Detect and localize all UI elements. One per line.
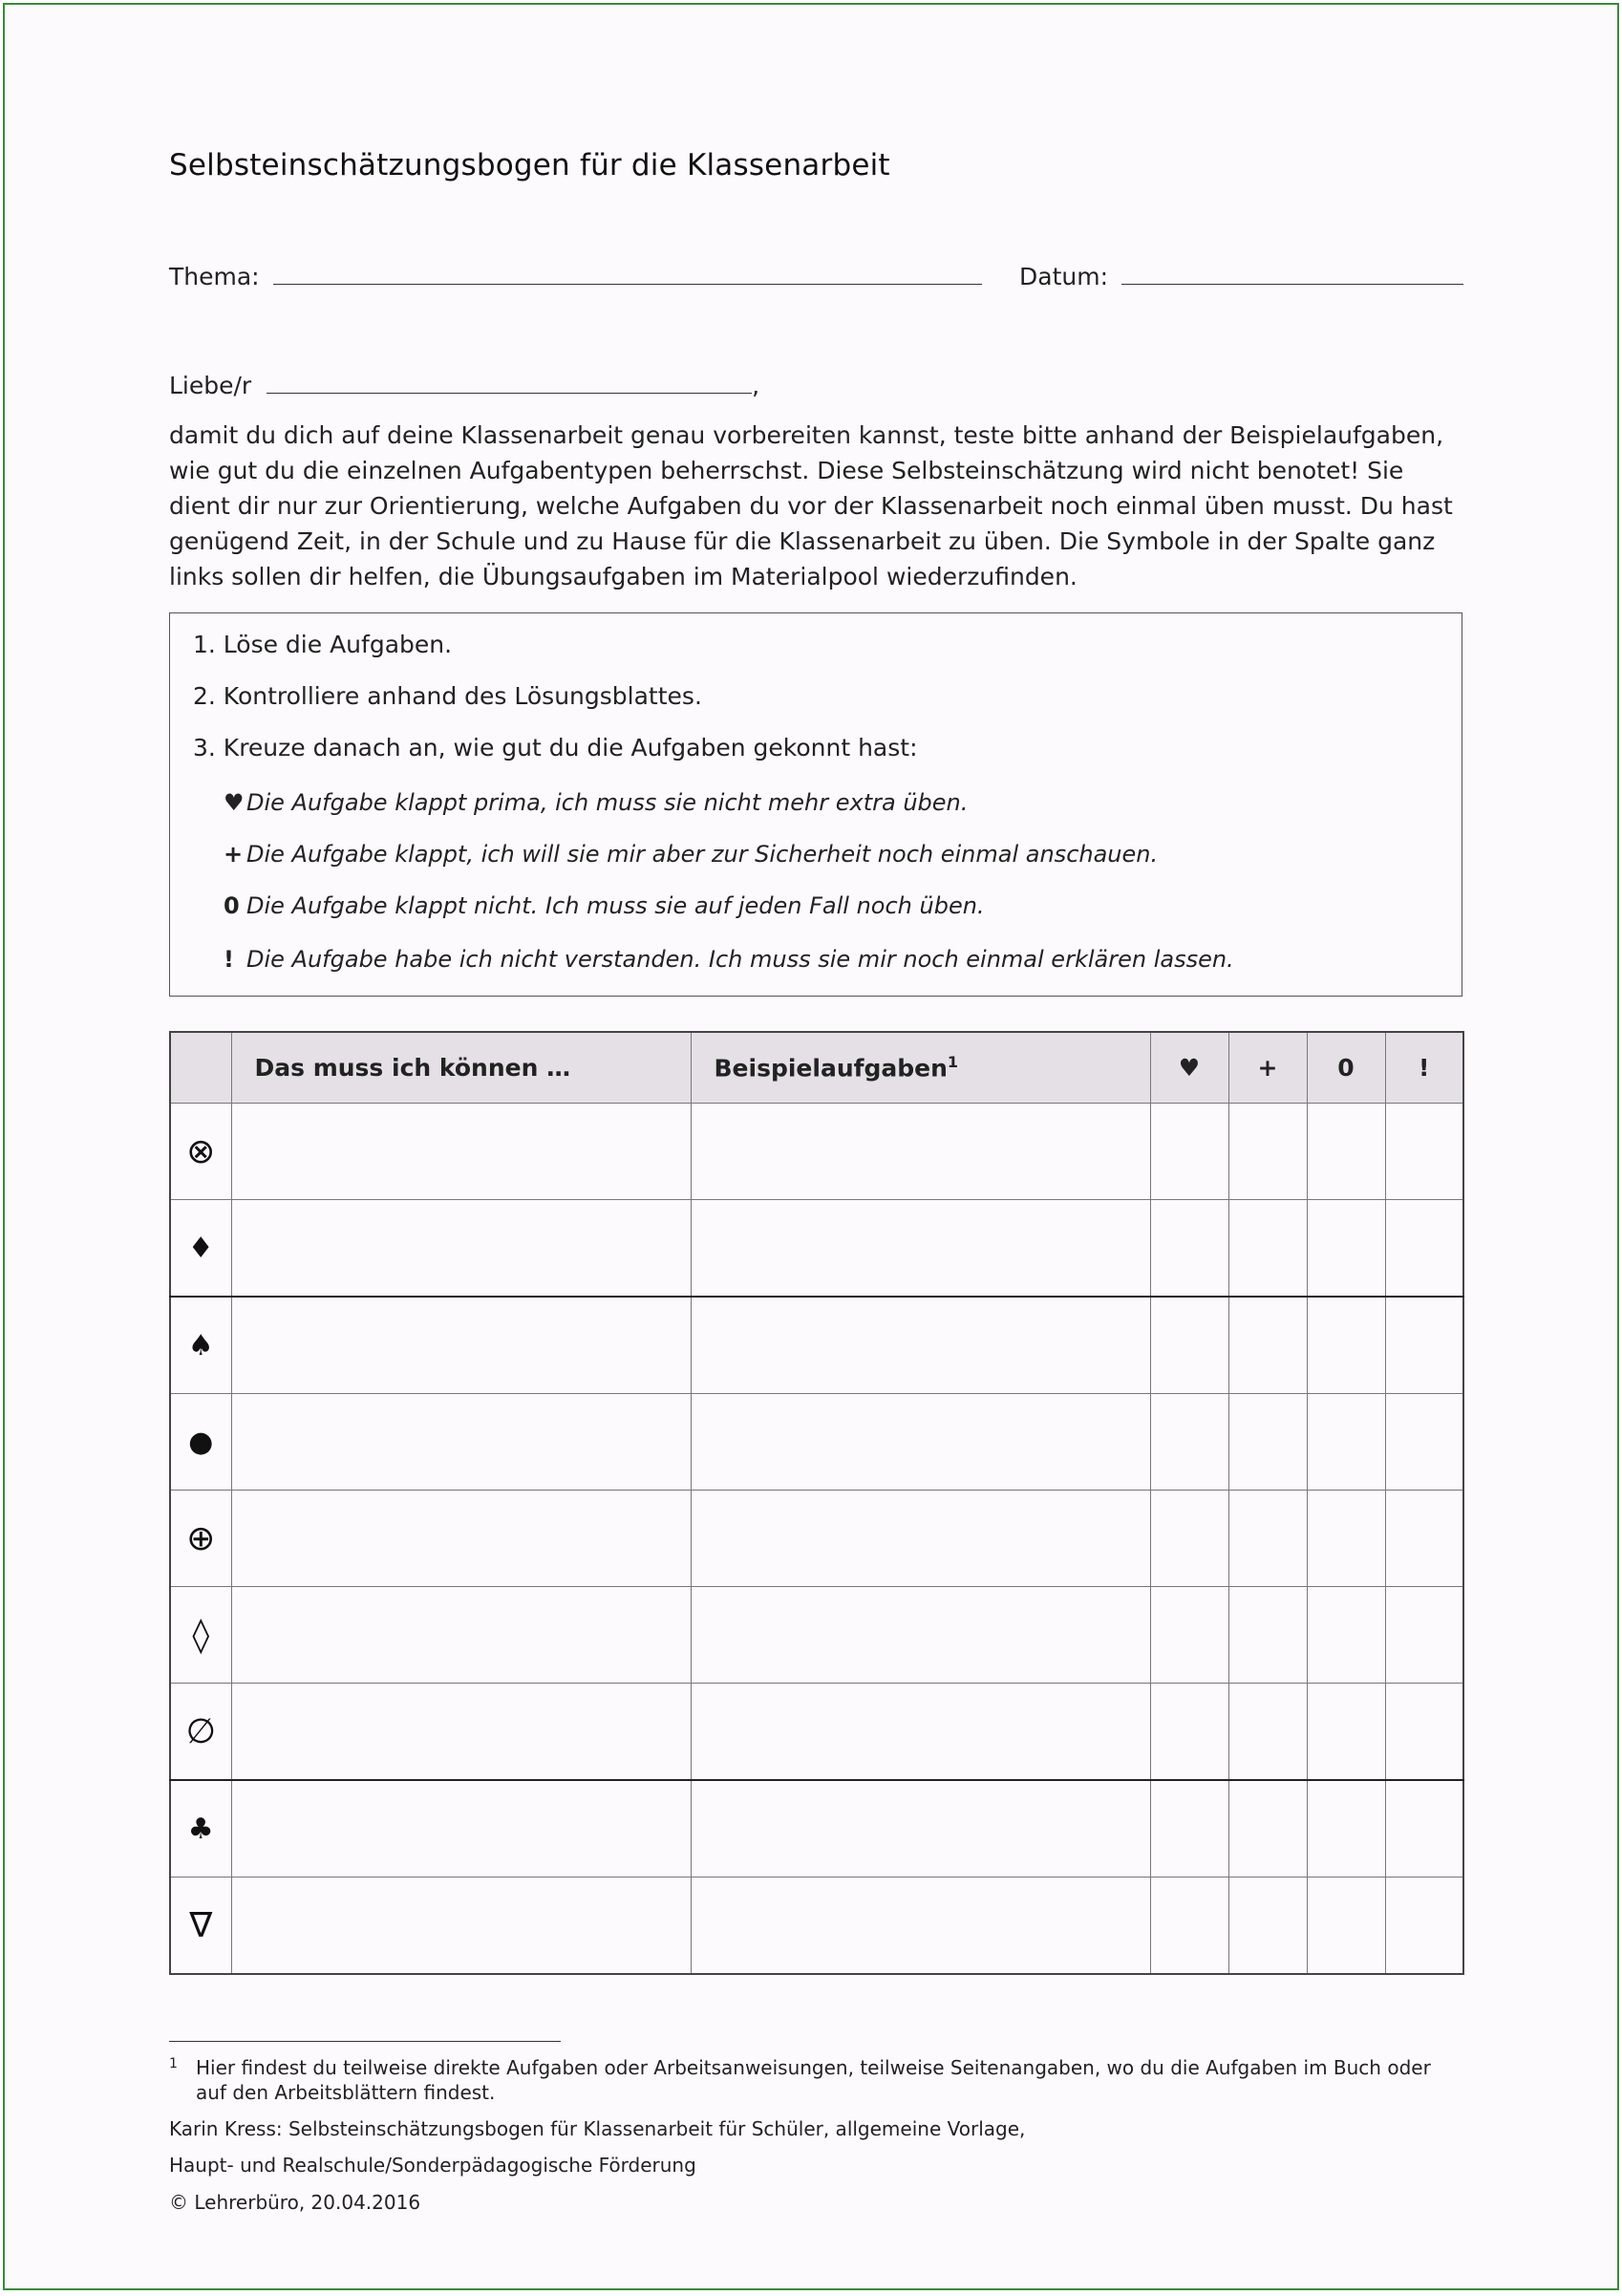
credit-line-1: Karin Kress: Selbsteinschätzungsbogen für Klassenarbeit für Schüler, allgemeine Vorlage,	[169, 2117, 1026, 2140]
rating-exclamation-cell[interactable]	[1385, 1200, 1463, 1298]
rating-heart-cell[interactable]	[1150, 1491, 1228, 1587]
header-symbol-col	[170, 1032, 231, 1104]
header-zero-col: 0	[1307, 1032, 1385, 1104]
rating-heart-cell[interactable]	[1150, 1684, 1228, 1781]
circled-plus-icon: ⊕	[170, 1491, 231, 1587]
table-row	[170, 1780, 1463, 1878]
footnote	[169, 2055, 1449, 2105]
can-cell[interactable]	[231, 1394, 691, 1491]
legend-text: Die Aufgabe klappt prima, ich muss sie nicht mehr extra üben.	[246, 789, 969, 816]
datum-label: Datum:	[1019, 263, 1108, 290]
examples-cell[interactable]	[691, 1587, 1150, 1684]
rating-zero-cell[interactable]	[1307, 1491, 1385, 1587]
examples-cell[interactable]	[691, 1200, 1150, 1298]
name-blank-line[interactable]	[267, 370, 752, 394]
rating-plus-cell[interactable]	[1228, 1684, 1307, 1781]
header-can-text: Das muss ich können …	[254, 1054, 571, 1082]
datum-row	[1019, 261, 1463, 290]
footnote-marker: 1	[947, 1053, 959, 1072]
legend-text: Die Aufgabe habe ich nicht verstanden. Ich muss sie mir noch einmal erklären lassen.	[246, 946, 1234, 973]
worksheet-page	[3, 3, 1619, 2290]
page-title: Selbsteinschätzungsbogen für die Klassenarbeit	[169, 148, 890, 182]
rating-plus-cell[interactable]	[1228, 1297, 1307, 1394]
datum-blank-line[interactable]	[1121, 261, 1463, 285]
rating-exclamation-cell[interactable]	[1385, 1684, 1463, 1781]
can-cell[interactable]	[231, 1587, 691, 1684]
legend-item-heart	[224, 789, 968, 816]
table-row	[170, 1297, 1463, 1394]
rating-zero-cell[interactable]	[1307, 1780, 1385, 1878]
spade-icon: ♠	[170, 1297, 231, 1394]
rating-plus-cell[interactable]	[1228, 1780, 1307, 1878]
rating-plus-cell[interactable]	[1228, 1104, 1307, 1200]
plus-icon: +	[224, 841, 244, 868]
thema-label: Thema:	[169, 263, 260, 290]
rating-heart-cell[interactable]	[1150, 1394, 1228, 1491]
table-row	[170, 1200, 1463, 1298]
rating-plus-cell[interactable]	[1228, 1587, 1307, 1684]
footnote-number: 1	[169, 2056, 178, 2071]
rating-plus-cell[interactable]	[1228, 1394, 1307, 1491]
thema-row	[169, 261, 982, 290]
rating-exclamation-cell[interactable]	[1385, 1297, 1463, 1394]
rating-heart-cell[interactable]	[1150, 1878, 1228, 1975]
rating-heart-cell[interactable]	[1150, 1104, 1228, 1200]
rating-exclamation-cell[interactable]	[1385, 1780, 1463, 1878]
intro-paragraph	[169, 418, 1468, 594]
rating-zero-cell[interactable]	[1307, 1878, 1385, 1975]
thema-blank-line[interactable]	[273, 261, 982, 285]
rating-exclamation-cell[interactable]	[1385, 1878, 1463, 1975]
header-plus-col: +	[1228, 1032, 1307, 1104]
club-icon: ♣	[170, 1780, 231, 1878]
rating-exclamation-cell[interactable]	[1385, 1104, 1463, 1200]
examples-cell[interactable]	[691, 1104, 1150, 1200]
rating-exclamation-cell[interactable]	[1385, 1394, 1463, 1491]
legend-item-zero	[224, 892, 985, 919]
intro-text: damit du dich auf deine Klassenarbeit genau vorbereiten kannst, teste bitte anhand der Beispielaufgaben, wie gut du die einzelnen Aufgabentypen beherrschst. Diese Selbsteinschätzung wird nicht benotet! Sie dient dir nur zur Orientierung, welche Aufgaben du vor der Klassenarbeit noch einmal üben musst. Du hast genügend Zeit, in der Schule und zu Hause für die Klassenarbeit zu üben. Die Symbole in der Spalte ganz links sollen dir helfen, die Übungsaufgaben im Materialpool wiederzufinden.	[169, 421, 1453, 590]
circled-times-icon: ⊗	[170, 1104, 231, 1200]
table-row	[170, 1104, 1463, 1200]
liebe-suffix: ,	[752, 372, 760, 399]
rating-zero-cell[interactable]	[1307, 1200, 1385, 1298]
rating-exclamation-cell[interactable]	[1385, 1491, 1463, 1587]
rating-zero-cell[interactable]	[1307, 1587, 1385, 1684]
credit-line-2: Haupt- und Realschule/Sonderpädagogische Förderung	[169, 2154, 696, 2177]
zero-icon: 0	[224, 892, 240, 919]
liebe-label: Liebe/r	[169, 372, 252, 399]
rating-zero-cell[interactable]	[1307, 1297, 1385, 1394]
step-2: 2. Kontrolliere anhand des Lösungsblattes.	[193, 682, 702, 710]
liebe-row	[169, 370, 759, 399]
rating-heart-cell[interactable]	[1150, 1297, 1228, 1394]
lozenge-icon: ◊	[170, 1587, 231, 1684]
legend-text: Die Aufgabe klappt nicht. Ich muss sie auf jeden Fall noch üben.	[246, 892, 985, 919]
can-cell[interactable]	[231, 1297, 691, 1394]
examples-cell[interactable]	[691, 1491, 1150, 1587]
can-cell[interactable]	[231, 1780, 691, 1878]
rating-heart-cell[interactable]	[1150, 1587, 1228, 1684]
legend-text: Die Aufgabe klappt, ich will sie mir aber zur Sicherheit noch einmal anschauen.	[246, 841, 1159, 868]
table-row	[170, 1878, 1463, 1975]
header-examples-text: Beispielaufgaben	[714, 1054, 948, 1083]
self-assessment-table	[169, 1031, 1464, 1975]
examples-cell[interactable]	[691, 1394, 1150, 1491]
can-cell[interactable]	[231, 1200, 691, 1298]
can-cell[interactable]	[231, 1684, 691, 1781]
rating-plus-cell[interactable]	[1228, 1491, 1307, 1587]
rating-heart-cell[interactable]	[1150, 1200, 1228, 1298]
footnote-divider	[169, 2041, 561, 2042]
nabla-icon: ∇	[170, 1878, 231, 1975]
step-3: 3. Kreuze danach an, wie gut du die Aufgaben gekonnt hast:	[193, 734, 918, 762]
step-1: 1. Löse die Aufgaben.	[193, 631, 453, 658]
header-can-col	[231, 1032, 691, 1104]
rating-zero-cell[interactable]	[1307, 1684, 1385, 1781]
rating-exclamation-cell[interactable]	[1385, 1587, 1463, 1684]
rating-zero-cell[interactable]	[1307, 1104, 1385, 1200]
empty-set-icon: ∅	[170, 1684, 231, 1781]
examples-cell[interactable]	[691, 1297, 1150, 1394]
bullet-icon: ●	[170, 1394, 231, 1491]
examples-cell[interactable]	[691, 1878, 1150, 1975]
header-exclamation-col: !	[1385, 1032, 1463, 1104]
rating-heart-cell[interactable]	[1150, 1780, 1228, 1878]
header-heart-col: ♥	[1150, 1032, 1228, 1104]
instructions-box	[169, 612, 1462, 997]
copyright-line: © Lehrerbüro, 20.04.2016	[169, 2191, 421, 2214]
diamond-icon: ♦	[170, 1200, 231, 1298]
legend-item-exclamation	[224, 946, 1234, 973]
table-header-row	[170, 1032, 1463, 1104]
footnote-text: Hier findest du teilweise direkte Aufgaben oder Arbeitsanweisungen, teilweise Seitenangaben, wo du die Aufgaben im Buch oder auf den Arbeitsblättern findest.	[196, 2056, 1431, 2104]
examples-cell[interactable]	[691, 1780, 1150, 1878]
table-row	[170, 1587, 1463, 1684]
table-row	[170, 1684, 1463, 1781]
rating-plus-cell[interactable]	[1228, 1878, 1307, 1975]
heart-icon: ♥	[224, 789, 245, 816]
can-cell[interactable]	[231, 1491, 691, 1587]
can-cell[interactable]	[231, 1878, 691, 1975]
can-cell[interactable]	[231, 1104, 691, 1200]
legend-item-plus	[224, 841, 1158, 868]
examples-cell[interactable]	[691, 1684, 1150, 1781]
rating-plus-cell[interactable]	[1228, 1200, 1307, 1298]
exclamation-icon: !	[224, 946, 234, 973]
table-row	[170, 1491, 1463, 1587]
rating-zero-cell[interactable]	[1307, 1394, 1385, 1491]
table-row	[170, 1394, 1463, 1491]
header-examples-col	[691, 1032, 1150, 1104]
